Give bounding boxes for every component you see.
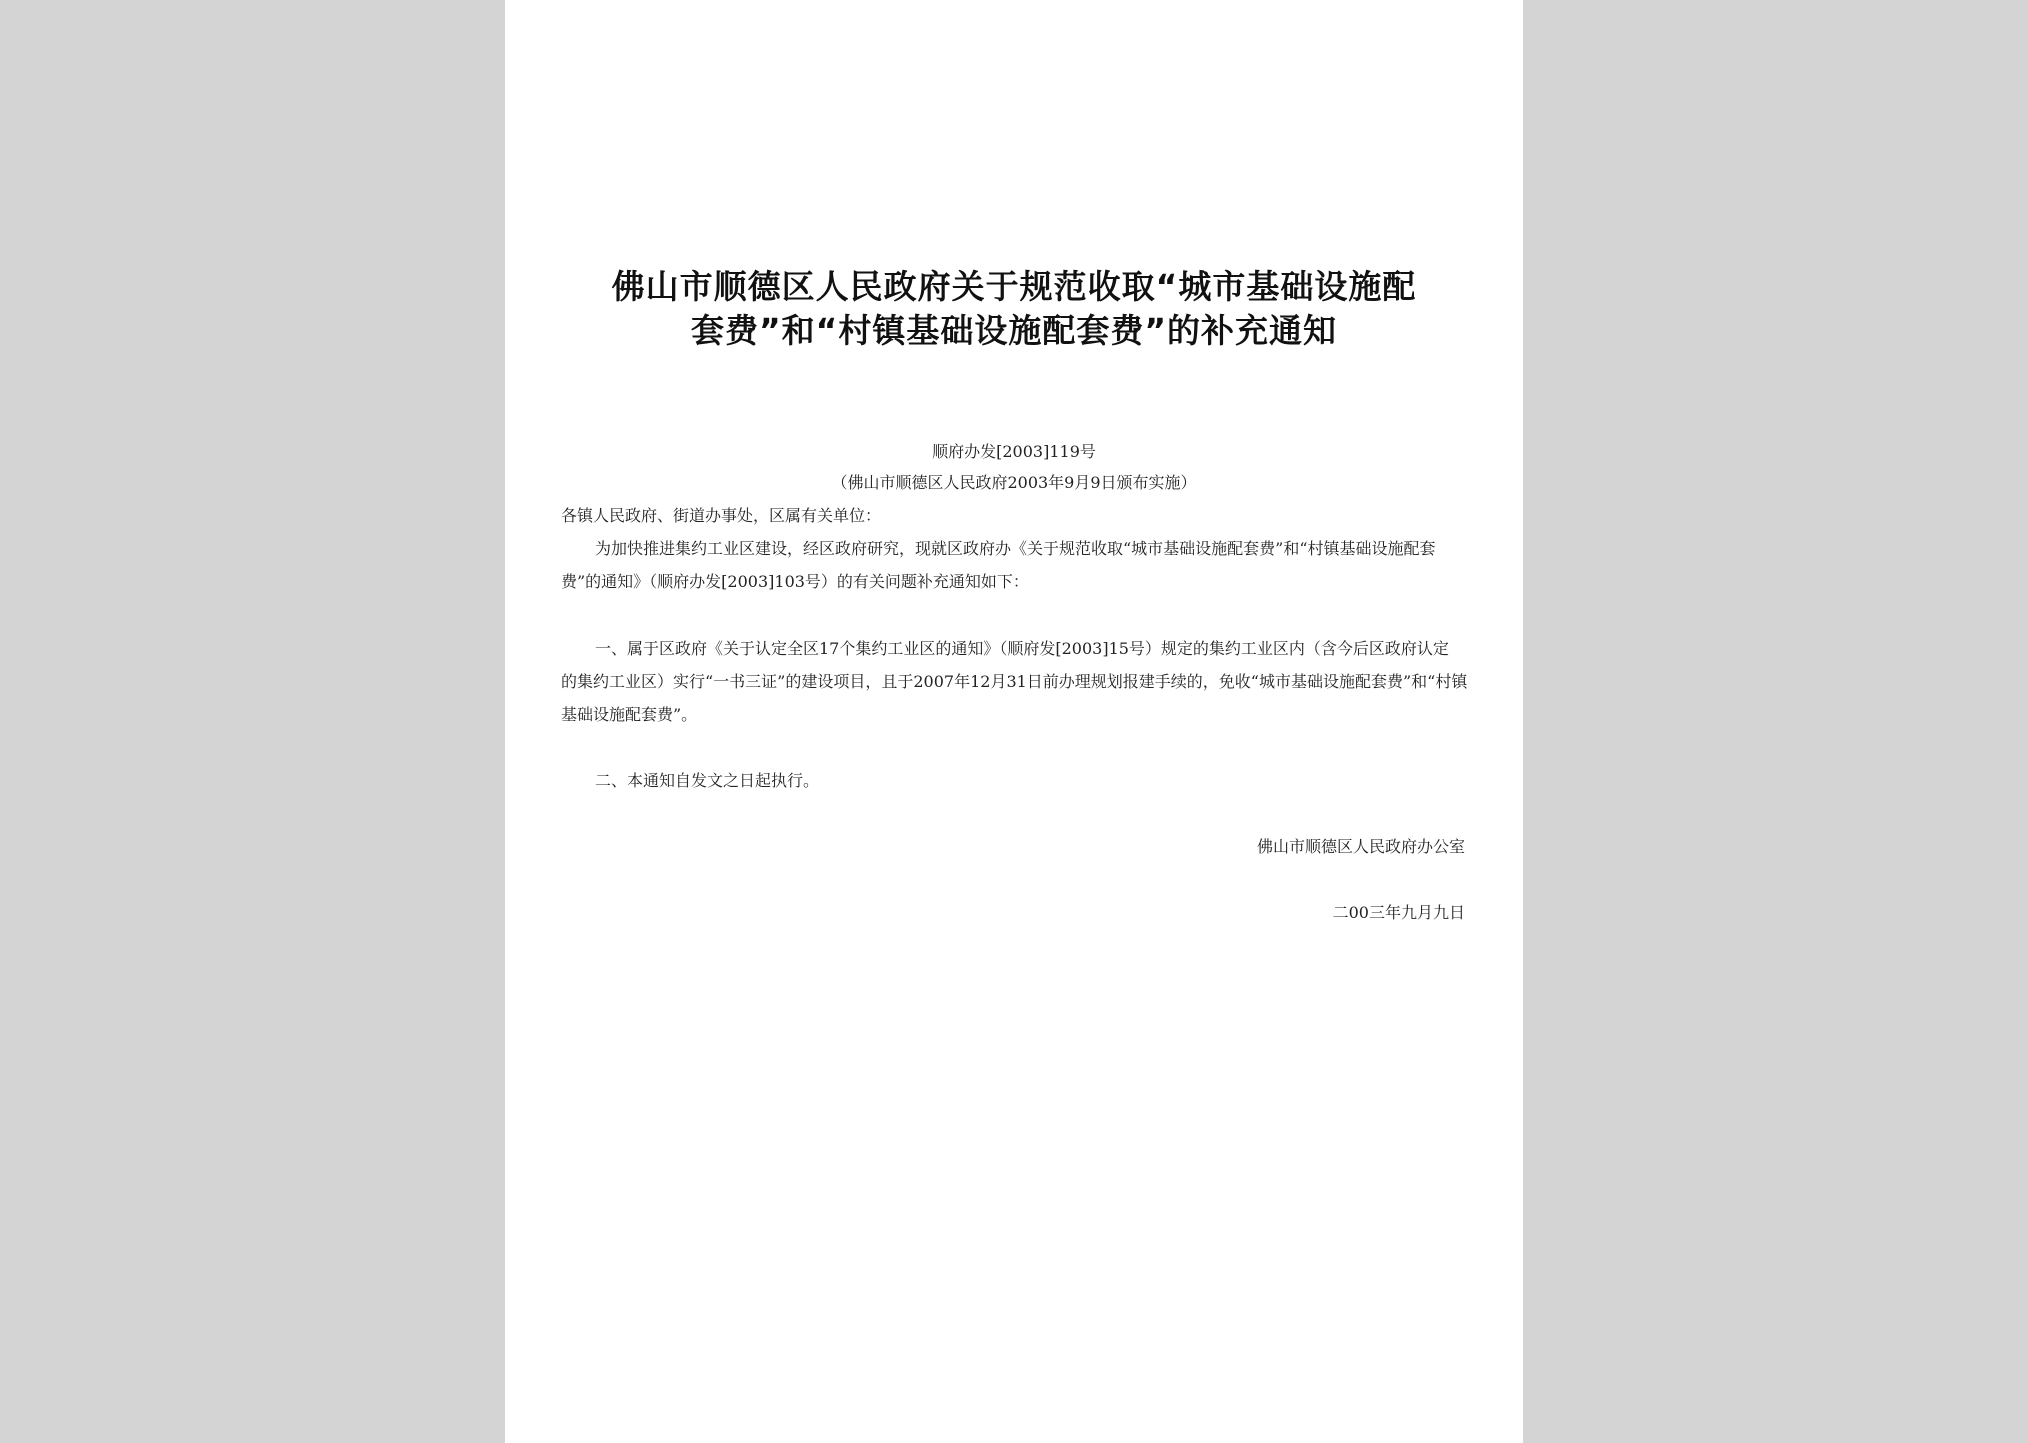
- addressee: 各镇人民政府、街道办事处，区属有关单位：: [561, 506, 882, 525]
- document-page: [505, 0, 1523, 1443]
- intro-line-2: 费”的通知》（顺府办发[2003]103号）的有关问题补充通知如下：: [561, 572, 1029, 591]
- document-date: 二00三年九月九日: [1332, 903, 1465, 922]
- item-1-line-2: 的集约工业区）实行“一书三证”的建设项目，且于2007年12月31日前办理规划报建手续的，免收“城市基础设施配套费”和“村镇: [561, 672, 1468, 691]
- document-title-line-2: 套费”和“村镇基础设施配套费”的补充通知: [690, 311, 1338, 350]
- signature: 佛山市顺德区人民政府办公室: [1256, 837, 1465, 856]
- item-1-line-3: 基础设施配套费”。: [561, 705, 698, 724]
- item-2: 二、本通知自发文之日起执行。: [595, 771, 820, 790]
- intro-line-1: 为加快推进集约工业区建设，经区政府研究，现就区政府办《关于规范收取“城市基础设施配套费”和“村镇基础设施配套: [595, 539, 1436, 558]
- document-number: 顺府办发[2003]119号: [932, 442, 1096, 461]
- item-1-line-1: 一、属于区政府《关于认定全区17个集约工业区的通知》（顺府发[2003]15号）规定的集约工业区内（含今后区政府认定: [595, 639, 1449, 658]
- document-title-line-1: 佛山市顺德区人民政府关于规范收取“城市基础设施配: [611, 267, 1417, 306]
- issued-note: （佛山市顺德区人民政府2003年9月9日颁布实施）: [831, 473, 1197, 492]
